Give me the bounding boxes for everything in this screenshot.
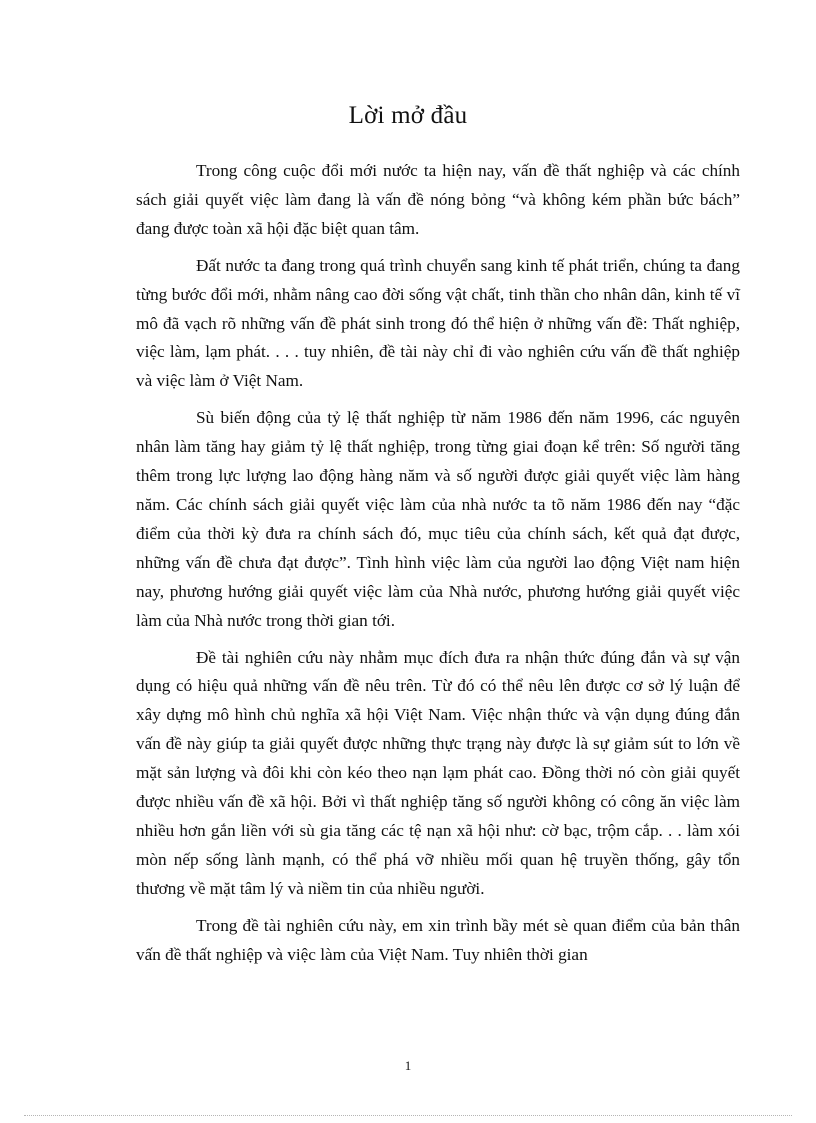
- page-bottom-divider: [24, 1115, 792, 1116]
- paragraph-5: Trong đề tài nghiên cứu này, em xin trình bầy mét sè quan điểm của bản thân vấn đề thất nghiệp và việc làm của Việt Nam. Tuy nhiên thời gian: [136, 915, 740, 964]
- body-text: [136, 157, 740, 977]
- paragraph-3: Sù biến động của tỷ lệ thất nghiệp từ năm 1986 đến năm 1996, các nguyên nhân làm tăng hay giảm tỷ lệ thất nghiệp, trong từng giai đoạn kể trên: Số người tăng thêm trong lực lượng lao động hàng năm và số người được giải quyết việc làm hàng năm. Các chính sách giải quyết việc làm của nhà nước ta tõ năm 1986 đến nay “đặc điểm của thời kỳ đưa ra chính sách đó, mục tiêu của chính sách, kết quả đạt được, những vấn đề chưa đạt được”. Tình hình việc làm của người lao động Việt nam hiện nay, phương hướng giải quyết việc làm của Nhà nước, phương hướng giải quyết việc làm của Nhà nước trong thời gian tới.: [136, 408, 740, 630]
- paragraph-4: Đề tài nghiên cứu này nhằm mục đích đưa ra nhận thức đúng đắn và sự vận dụng có hiệu quả những vấn đề nêu trên. Từ đó có thể nêu lên được cơ sở lý luận để xây dựng mô hình chủ nghĩa xã hội Việt Nam. Việc nhận thức và vận dụng đúng đắn vấn đề này giúp ta giải quyết được những thực trạng này được là sự giảm sút to lớn về mặt sản lượng và đôi khi còn kéo theo nạn lạm phát cao. Đồng thời nó còn giải quyết được nhiều vấn đề xã hội. Bởi vì thất nghiệp tăng số người không có công ăn việc làm nhiều hơn gắn liền với sù gia tăng các tệ nạn xã hội như: cờ bạc, trộm cắp. . . làm xói mòn nếp sống lành mạnh, có thể phá vỡ nhiều mối quan hệ truyền thống, gây tổn thương về mặt tâm lý và niềm tin của nhiều người.: [136, 647, 740, 898]
- paragraph-1: Trong công cuộc đổi mới nước ta hiện nay, vấn đề thất nghiệp và các chính sách giải quyết việc làm đang là vấn đề nóng bỏng “và không kém phần bức bách” đang được toàn xã hội đặc biệt quan tâm.: [136, 161, 740, 238]
- page-title: Lời mở đầu: [348, 102, 468, 129]
- paragraph-2: Đất nước ta đang trong quá trình chuyển sang kinh tế phát triển, chúng ta đang từng bước đổi mới, nhằm nâng cao đời sống vật chất, tinh thần cho nhân dân, kinh tế vĩ mô đã vạch rõ những vấn đề phát sinh trong đó thể hiện ở những vấn đề: Thất nghiệp, việc làm, lạm phát. . . . tuy nhiên, đề tài này chỉ đi vào nghiên cứu vấn đề thất nghiệp và việc làm ở Việt Nam.: [136, 255, 740, 391]
- page-number: 1: [404, 1058, 412, 1073]
